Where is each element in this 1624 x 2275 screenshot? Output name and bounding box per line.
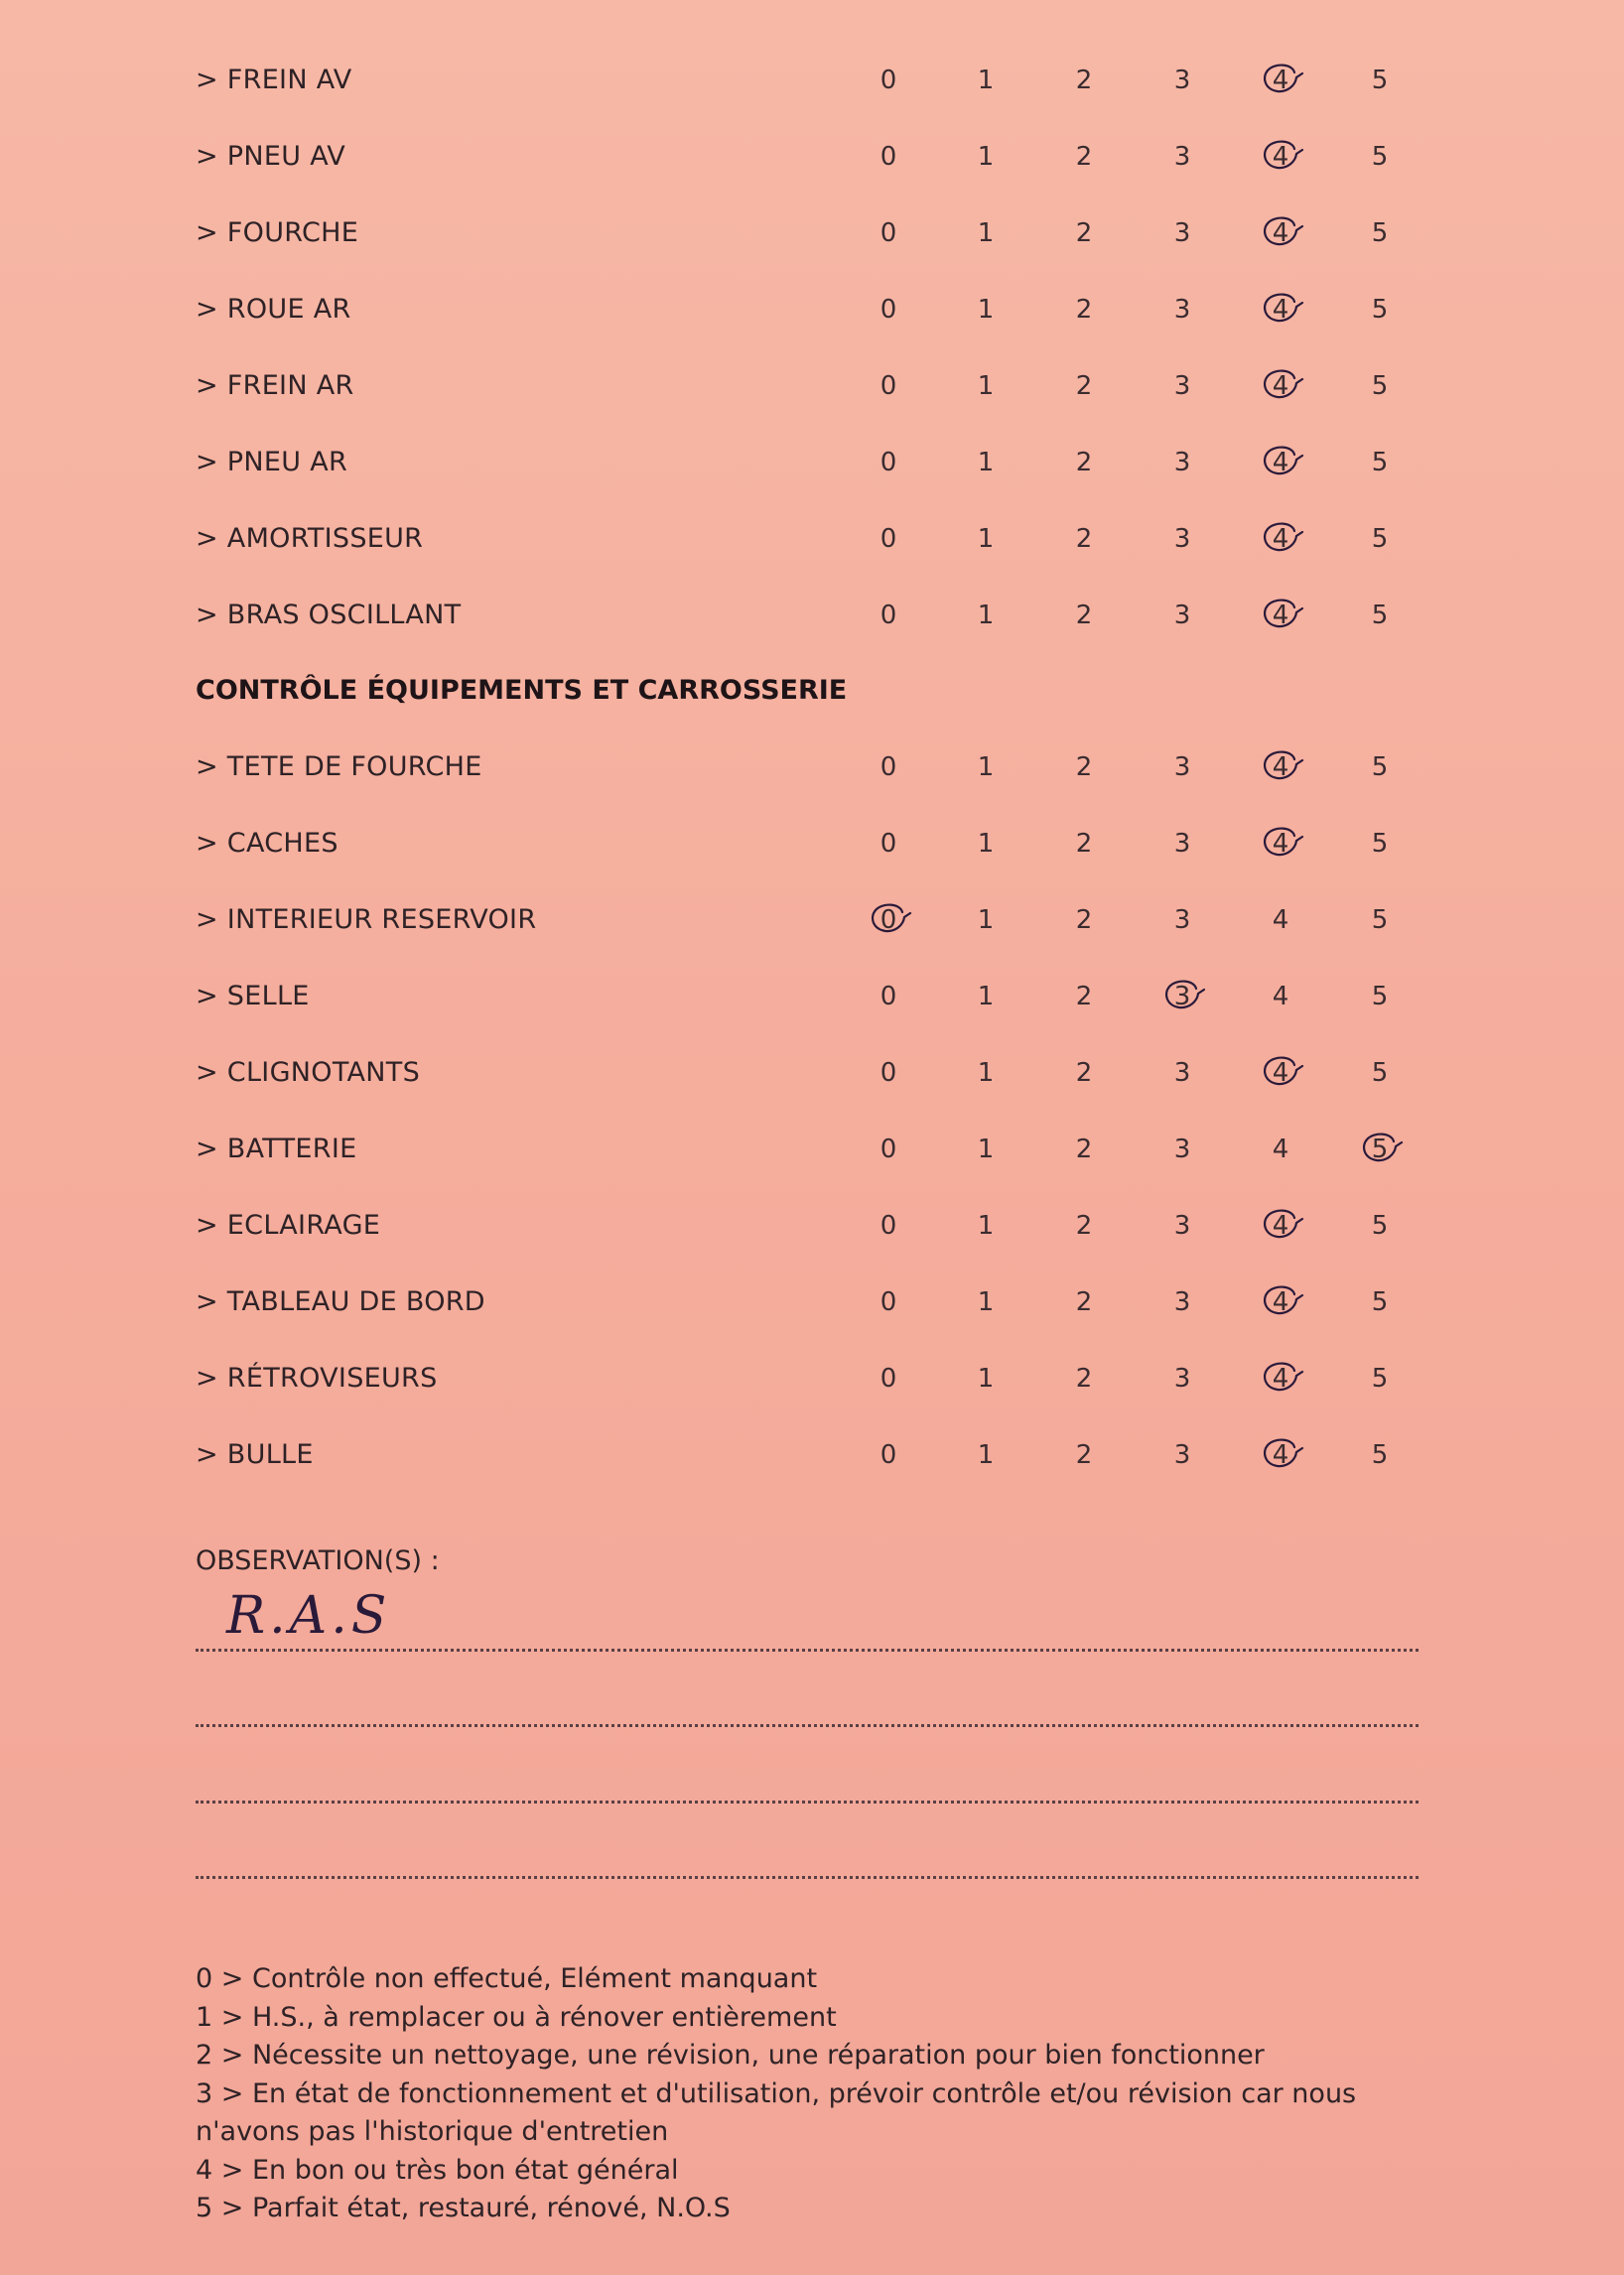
rating-option-number: 3 [1173,1135,1191,1164]
rating-option[interactable] [1054,285,1114,335]
rating-option[interactable] [1350,285,1410,335]
legend-item: 1 > H.S., à remplacer ou à rénover entièrement [196,2001,837,2033]
rating-option-number: 2 [1075,1058,1093,1088]
rating-option[interactable] [1152,1277,1212,1327]
rating-option-number: 3 [1173,524,1191,554]
rating-row [0,1201,1624,1251]
rating-option-number: 1 [977,66,995,95]
rating-option-number: 3 [1173,905,1191,935]
rating-option[interactable] [1054,208,1114,258]
rating-row-label: > FREIN AV [196,65,352,95]
rating-option-number: 1 [977,829,995,859]
rating-option-selected[interactable] [1251,208,1310,258]
rating-option[interactable] [1350,1430,1410,1480]
rating-option-number: 4 [1272,1211,1289,1241]
rating-option[interactable] [1152,1430,1212,1480]
legend-item: 4 > En bon ou très bon état général [196,2154,679,2186]
rating-row [0,132,1624,182]
rating-option[interactable] [1152,1048,1212,1098]
rating-option[interactable] [1152,438,1212,487]
rating-option[interactable] [1152,1125,1212,1174]
rating-option-number: 1 [977,218,995,248]
legend-item: 2 > Nécessite un nettoyage, une révision, une réparation pour bien fonctionner [196,2040,1265,2071]
rating-option-number: 5 [1371,1364,1389,1394]
rating-option-number: 5 [1371,1135,1389,1164]
rating-option-number: 0 [880,982,897,1011]
rating-row [0,438,1624,487]
rating-option-number: 1 [977,1211,995,1241]
rating-option-number: 5 [1371,905,1389,935]
observation-line [196,1724,1419,1727]
rating-option[interactable] [956,56,1015,105]
rating-option-number: 4 [1272,142,1289,172]
rating-option-number: 3 [1173,1287,1191,1317]
rating-option-number: 2 [1075,524,1093,554]
rating-option-number: 5 [1371,1211,1389,1241]
rating-option-number: 1 [977,1440,995,1470]
rating-option[interactable] [1251,972,1310,1021]
rating-option-number: 1 [977,448,995,477]
rating-row [0,208,1624,258]
rating-option-number: 2 [1075,66,1093,95]
rating-option[interactable] [1054,1125,1114,1174]
rating-option[interactable] [956,895,1015,945]
rating-option-number: 5 [1371,295,1389,325]
rating-option[interactable] [956,514,1015,564]
rating-option[interactable] [1350,1277,1410,1327]
rating-option-number: 3 [1173,1058,1191,1088]
rating-option-number: 5 [1371,448,1389,477]
rating-option[interactable] [859,514,918,564]
rating-option-number: 4 [1272,371,1289,401]
rating-option-selected[interactable] [1251,361,1310,411]
rating-option-number: 2 [1075,1287,1093,1317]
rating-option-number: 5 [1371,218,1389,248]
rating-option-number: 1 [977,295,995,325]
rating-option-number: 4 [1272,1058,1289,1088]
rating-option[interactable] [1350,1354,1410,1404]
rating-option-number: 0 [880,142,897,172]
rating-row-label: > ECLAIRAGE [196,1210,381,1241]
rating-option[interactable] [1350,514,1410,564]
rating-option-number: 1 [977,524,995,554]
rating-option-selected[interactable] [859,895,918,945]
rating-option[interactable] [956,285,1015,335]
rating-option[interactable] [1054,132,1114,182]
rating-option-number: 4 [1272,524,1289,554]
rating-option-number: 5 [1371,829,1389,859]
rating-option[interactable] [1054,819,1114,869]
rating-option[interactable] [1350,591,1410,640]
rating-option-number: 4 [1272,829,1289,859]
rating-option-number: 5 [1371,142,1389,172]
rating-row [0,285,1624,335]
rating-option-number: 4 [1272,982,1289,1011]
rating-option-number: 2 [1075,905,1093,935]
rating-option-number: 3 [1173,1364,1191,1394]
rating-option-number: 1 [977,1364,995,1394]
rating-option[interactable] [1152,361,1212,411]
rating-row [0,972,1624,1021]
rating-row-label: > PNEU AR [196,447,348,477]
rating-option-selected[interactable] [1251,1048,1310,1098]
rating-option[interactable] [1152,514,1212,564]
rating-option-number: 0 [880,1440,897,1470]
rating-option-number: 0 [880,371,897,401]
rating-option-number: 3 [1173,1440,1191,1470]
rating-option[interactable] [1054,361,1114,411]
rating-option[interactable] [859,132,918,182]
rating-row-label: > SELLE [196,981,310,1011]
rating-row-label: > BRAS OSCILLANT [196,600,462,630]
rating-option[interactable] [1152,742,1212,792]
section-title-equipements: CONTRÔLE ÉQUIPEMENTS ET CARROSSERIE [196,675,848,706]
rating-option[interactable] [859,1277,918,1327]
rating-option[interactable] [1152,208,1212,258]
observations-label: OBSERVATION(S) : [196,1545,440,1576]
rating-option-selected[interactable] [1251,1354,1310,1404]
rating-option[interactable] [956,438,1015,487]
rating-option[interactable] [956,819,1015,869]
rating-option[interactable] [859,361,918,411]
rating-option[interactable] [859,438,918,487]
rating-option[interactable] [1152,819,1212,869]
rating-option-number: 1 [977,1287,995,1317]
rating-option[interactable] [859,208,918,258]
rating-option[interactable] [1152,132,1212,182]
rating-row [0,819,1624,869]
rating-option-number: 0 [880,829,897,859]
rating-option[interactable] [956,1125,1015,1174]
rating-option-number: 0 [880,752,897,782]
rating-row [0,56,1624,105]
rating-row-label: > CLIGNOTANTS [196,1057,421,1088]
rating-option-number: 2 [1075,1135,1093,1164]
rating-option[interactable] [1054,1201,1114,1251]
rating-option[interactable] [956,1354,1015,1404]
rating-row-label: > RÉTROVISEURS [196,1363,438,1394]
rating-option[interactable] [1054,1048,1114,1098]
rating-row-label: > BATTERIE [196,1134,357,1164]
rating-option[interactable] [859,56,918,105]
rating-option-number: 0 [880,66,897,95]
rating-option-selected[interactable] [1251,742,1310,792]
rating-option-number: 5 [1371,752,1389,782]
rating-option-selected[interactable] [1251,514,1310,564]
rating-option-number: 0 [880,1364,897,1394]
rating-option-number: 2 [1075,829,1093,859]
legend-item: 3 > En état de fonctionnement et d'utilisation, prévoir contrôle et/ou révision car nous n'avons pas l'historique d'entretien [196,2077,1357,2147]
rating-row [0,1354,1624,1404]
rating-option-number: 4 [1272,218,1289,248]
rating-option-selected[interactable] [1251,56,1310,105]
rating-option[interactable] [859,1125,918,1174]
rating-option[interactable] [1350,438,1410,487]
rating-option[interactable] [956,361,1015,411]
rating-row-label: > CACHES [196,828,338,859]
rating-option[interactable] [956,1430,1015,1480]
rating-option[interactable] [1350,1048,1410,1098]
rating-option-number: 2 [1075,218,1093,248]
rating-option-selected[interactable] [1251,438,1310,487]
rating-row-label: > INTERIEUR RESERVOIR [196,904,537,935]
rating-option-number: 4 [1272,601,1289,630]
rating-option[interactable] [956,1201,1015,1251]
rating-option[interactable] [859,1354,918,1404]
rating-option[interactable] [1152,1354,1212,1404]
rating-row [0,514,1624,564]
rating-option-number: 0 [880,218,897,248]
rating-option[interactable] [1054,1354,1114,1404]
rating-option-number: 0 [880,1287,897,1317]
rating-option[interactable] [859,285,918,335]
rating-option-selected[interactable] [1251,1201,1310,1251]
rating-row [0,1277,1624,1327]
rating-option[interactable] [956,742,1015,792]
rating-option[interactable] [1054,591,1114,640]
rating-option[interactable] [1350,361,1410,411]
rating-option-number: 0 [880,1211,897,1241]
rating-option-selected[interactable] [1251,1277,1310,1327]
rating-option-number: 5 [1371,1287,1389,1317]
observation-line [196,1801,1419,1804]
rating-option-number: 4 [1272,1440,1289,1470]
rating-option[interactable] [1152,1201,1212,1251]
rating-option-number: 0 [880,601,897,630]
rating-option[interactable] [1054,1277,1114,1327]
rating-option-number: 4 [1272,1135,1289,1164]
rating-option[interactable] [1350,132,1410,182]
rating-row [0,742,1624,792]
rating-option[interactable] [1350,208,1410,258]
rating-option-selected[interactable] [1152,972,1212,1021]
rating-option-number: 4 [1272,295,1289,325]
rating-option-number: 3 [1173,448,1191,477]
rating-option[interactable] [1251,895,1310,945]
rating-option[interactable] [1054,972,1114,1021]
rating-option-number: 1 [977,142,995,172]
rating-option[interactable] [1054,56,1114,105]
rating-option-number: 2 [1075,142,1093,172]
rating-option-number: 5 [1371,601,1389,630]
rating-option-selected[interactable] [1251,1430,1310,1480]
rating-option-number: 1 [977,1058,995,1088]
rating-option-number: 2 [1075,1364,1093,1394]
rating-option-number: 2 [1075,982,1093,1011]
rating-row-label: > TABLEAU DE BORD [196,1286,485,1317]
rating-option[interactable] [1152,895,1212,945]
rating-option[interactable] [956,1048,1015,1098]
rating-option-number: 2 [1075,601,1093,630]
rating-option-selected[interactable] [1350,1125,1410,1174]
rating-option-number: 4 [1272,66,1289,95]
rating-option-number: 5 [1371,982,1389,1011]
rating-row-label: > AMORTISSEUR [196,523,424,554]
rating-option-number: 1 [977,371,995,401]
rating-option-number: 5 [1371,1058,1389,1088]
rating-option-number: 4 [1272,905,1289,935]
rating-option[interactable] [1054,438,1114,487]
rating-option[interactable] [1350,972,1410,1021]
rating-option[interactable] [859,742,918,792]
rating-row-label: > BULLE [196,1439,314,1470]
rating-option[interactable] [1152,285,1212,335]
rating-option-number: 3 [1173,142,1191,172]
legend-item: 0 > Contrôle non effectué, Elément manquant [196,1963,818,1994]
rating-option[interactable] [1054,742,1114,792]
rating-option-number: 5 [1371,1440,1389,1470]
rating-option-number: 5 [1371,371,1389,401]
rating-option[interactable] [956,132,1015,182]
rating-option-number: 3 [1173,1211,1191,1241]
rating-option[interactable] [859,819,918,869]
rating-row [0,1430,1624,1480]
rating-option[interactable] [956,591,1015,640]
rating-option-number: 0 [880,1135,897,1164]
rating-option-number: 2 [1075,448,1093,477]
rating-legend [196,1960,1436,2228]
rating-option-number: 0 [880,448,897,477]
rating-option-number: 3 [1173,982,1191,1011]
rating-option[interactable] [859,972,918,1021]
rating-option[interactable] [1152,56,1212,105]
rating-option-number: 0 [880,905,897,935]
observations-handwritten-text: R.A.S [226,1586,391,1646]
rating-option-number: 4 [1272,1364,1289,1394]
rating-option[interactable] [1054,514,1114,564]
rating-row-label: > FOURCHE [196,217,359,248]
rating-option-number: 1 [977,982,995,1011]
rating-option-number: 2 [1075,295,1093,325]
rating-option[interactable] [859,1201,918,1251]
rating-option-number: 3 [1173,752,1191,782]
rating-option-number: 3 [1173,66,1191,95]
rating-row [0,591,1624,640]
rating-row-label: > PNEU AV [196,141,346,172]
rating-option-number: 5 [1371,524,1389,554]
rating-option[interactable] [956,208,1015,258]
rating-option-number: 0 [880,295,897,325]
rating-option[interactable] [1152,591,1212,640]
rating-option[interactable] [956,1277,1015,1327]
rating-option-selected[interactable] [1251,132,1310,182]
rating-option-number: 3 [1173,371,1191,401]
rating-option-number: 3 [1173,218,1191,248]
rating-option-number: 2 [1075,752,1093,782]
rating-option-number: 4 [1272,448,1289,477]
rating-option[interactable] [1054,1430,1114,1480]
rating-option[interactable] [1350,1201,1410,1251]
rating-option-number: 1 [977,601,995,630]
rating-option-number: 5 [1371,66,1389,95]
rating-option-number: 2 [1075,1440,1093,1470]
rating-option[interactable] [1350,56,1410,105]
rating-option-number: 3 [1173,295,1191,325]
rating-option[interactable] [1054,895,1114,945]
rating-option-number: 2 [1075,371,1093,401]
rating-option-number: 1 [977,905,995,935]
rating-option-number: 4 [1272,752,1289,782]
rating-option-number: 2 [1075,1211,1093,1241]
rating-row-label: > ROUE AR [196,294,351,325]
rating-option-number: 0 [880,524,897,554]
rating-option[interactable] [1350,895,1410,945]
rating-option-number: 1 [977,1135,995,1164]
rating-row-label: > FREIN AR [196,370,354,401]
rating-option[interactable] [1350,819,1410,869]
rating-option-selected[interactable] [1251,285,1310,335]
rating-option-selected[interactable] [1251,819,1310,869]
observation-line [196,1876,1419,1879]
rating-option[interactable] [859,1430,918,1480]
rating-option[interactable] [1350,742,1410,792]
rating-option-number: 1 [977,752,995,782]
rating-option[interactable] [859,591,918,640]
legend-item: 5 > Parfait état, restauré, rénové, N.O.S [196,2193,731,2223]
rating-option[interactable] [956,972,1015,1021]
rating-option-number: 4 [1272,1287,1289,1317]
rating-option-selected[interactable] [1251,591,1310,640]
rating-row [0,1125,1624,1174]
rating-row [0,1048,1624,1098]
rating-option[interactable] [859,1048,918,1098]
rating-option[interactable] [1251,1125,1310,1174]
observation-line [196,1649,1419,1652]
rating-row [0,361,1624,411]
rating-row-label: > TETE DE FOURCHE [196,751,482,782]
rating-option-number: 3 [1173,601,1191,630]
rating-option-number: 3 [1173,829,1191,859]
rating-option-number: 0 [880,1058,897,1088]
rating-row [0,895,1624,945]
